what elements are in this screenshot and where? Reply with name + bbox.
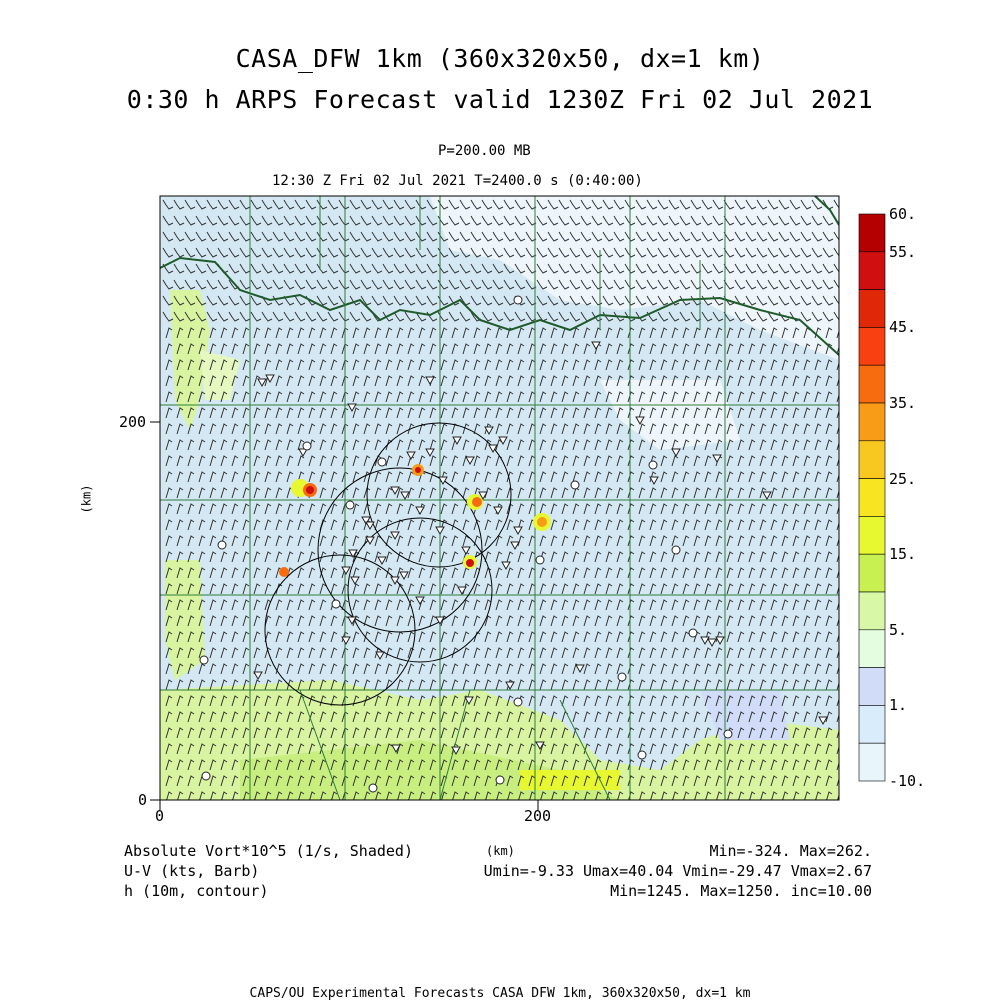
y-axis-unit: (km)	[79, 484, 94, 514]
y-tick-200: 200	[119, 413, 147, 431]
y-tick-0: 0	[138, 791, 148, 809]
station-marker	[496, 776, 504, 784]
title-line-2: 0:30 h ARPS Forecast valid 1230Z Fri 02 Jul 2021	[126, 85, 874, 114]
colorbar-label: 25.	[889, 469, 917, 488]
legend-field-height: h (10m, contour)	[124, 882, 269, 900]
x-tick-0: 0	[155, 807, 165, 825]
colorbar-swatch	[859, 743, 885, 781]
colorbar-swatch	[859, 290, 885, 328]
station-marker	[346, 501, 354, 509]
colorbar-label: 35.	[889, 394, 917, 412]
station-marker	[649, 461, 657, 469]
colorbar-swatch	[859, 327, 885, 365]
colorbar-swatch	[859, 516, 885, 554]
time-label: 12:30 Z Fri 02 Jul 2021 T=2400.0 s (0:40:00)	[272, 173, 643, 189]
footer-credit: CAPS/OU Experimental Forecasts CASA DFW 1km, 360x320x50, dx=1 km	[249, 986, 751, 1001]
colorbar-swatch	[859, 630, 885, 668]
colorbar-swatch	[859, 441, 885, 479]
station-marker	[332, 600, 340, 608]
station-marker	[638, 751, 646, 759]
station-marker	[689, 629, 697, 637]
colorbar-label: 15.	[889, 545, 917, 564]
station-marker	[378, 458, 386, 466]
station-marker	[202, 772, 210, 780]
legend-field-wind: U-V (kts, Barb)	[124, 862, 260, 880]
x-axis-unit: (km)	[486, 844, 515, 858]
legend-stats-wind: Umin=-9.33 Umax=40.04 Vmin=-29.47 Vmax=2.67	[483, 862, 872, 880]
station-marker	[618, 673, 626, 681]
station-marker	[514, 698, 522, 706]
colorbar-label: 45.	[889, 318, 917, 337]
x-tick-200: 200	[524, 807, 552, 825]
legend-stats-vorticity: Min=-324. Max=262.	[709, 842, 872, 860]
station-marker	[536, 556, 544, 564]
colorbar-swatch	[859, 365, 885, 403]
station-marker	[200, 656, 208, 664]
colorbar-label: 60.	[889, 205, 917, 223]
station-marker	[724, 730, 732, 738]
level-label: P=200.00 MB	[438, 143, 531, 159]
colorbar-label: 5.	[889, 620, 908, 639]
colorbar-swatch	[859, 668, 885, 706]
station-marker	[369, 784, 377, 792]
colorbar-swatch	[859, 479, 885, 517]
title-line-1: CASA_DFW 1km (360x320x50, dx=1 km)	[235, 44, 765, 73]
station-marker	[303, 442, 311, 450]
colorbar-swatch	[859, 252, 885, 290]
station-marker	[514, 296, 522, 304]
station-marker	[672, 546, 680, 554]
legend-stats-height: Min=1245. Max=1250. inc=10.00	[610, 882, 872, 900]
colorbar-swatch	[859, 554, 885, 592]
station-marker	[218, 541, 226, 549]
colorbar-swatch	[859, 214, 885, 252]
plot-area	[160, 196, 844, 802]
legend-field-vorticity: Absolute Vort*10^5 (1/s, Shaded)	[124, 842, 413, 860]
colorbar-swatch	[859, 403, 885, 441]
station-marker	[571, 481, 579, 489]
colorbar-label: 55.	[889, 242, 917, 261]
colorbar	[859, 214, 885, 781]
colorbar-label: 1.	[889, 696, 908, 715]
colorbar-label: -10.	[889, 772, 926, 790]
colorbar-swatch	[859, 705, 885, 743]
colorbar-swatch	[859, 592, 885, 630]
